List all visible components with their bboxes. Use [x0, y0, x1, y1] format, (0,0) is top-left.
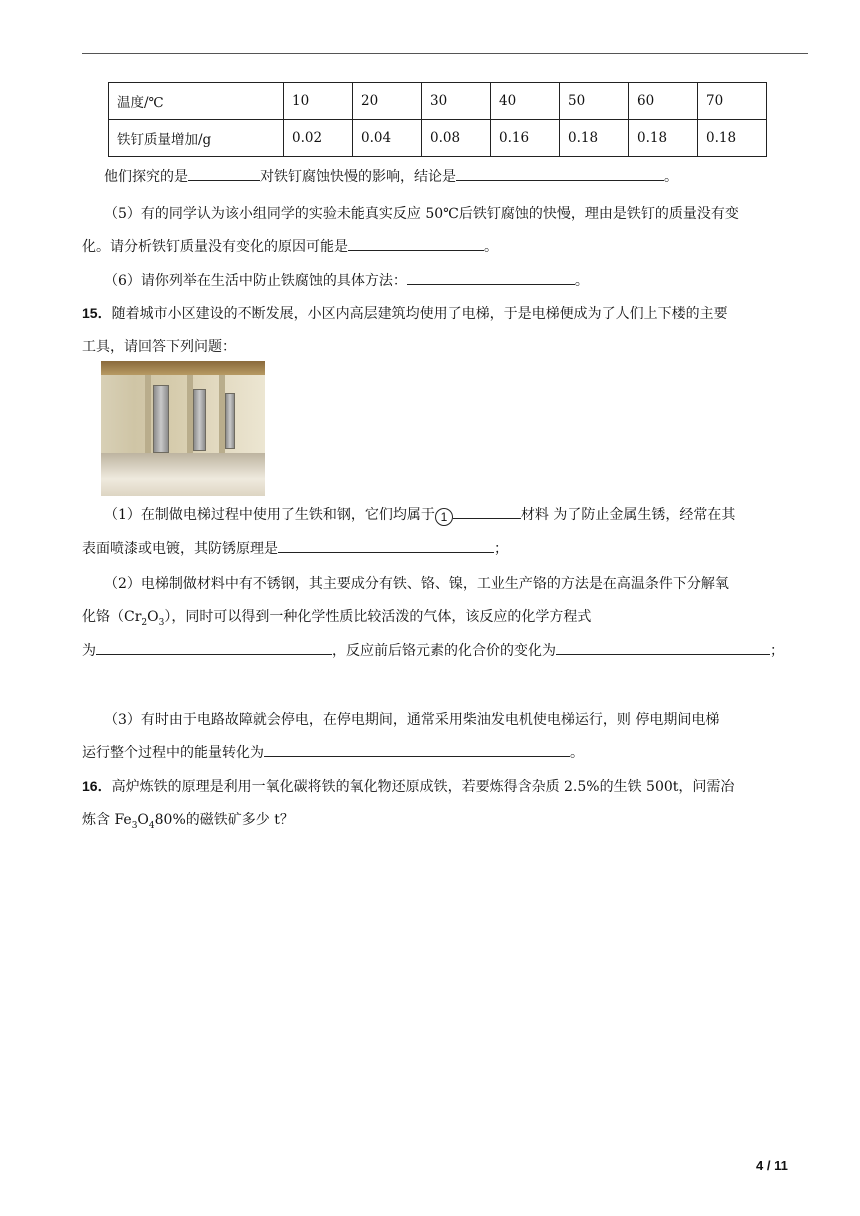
answer-blank[interactable] [278, 538, 494, 553]
text: O [137, 812, 149, 828]
table-row [109, 83, 767, 120]
text: 材料 为了防止金属生锈，经常在其 [520, 507, 736, 523]
table-cell: 0.16 [491, 120, 560, 157]
question-number: 15． [82, 305, 112, 321]
circled-number-one: 1 [435, 508, 453, 526]
text: 炼含 Fe [82, 812, 132, 828]
table-cell: 10 [284, 83, 353, 120]
page-number: 4 / 11 [756, 1158, 788, 1173]
text: 表面喷漆或电镀，其防锈原理是 [82, 541, 278, 557]
q15-part1-line1 [104, 504, 735, 526]
text: ），同时可以得到一种化学性质比较活泼的气体，该反应的化学方程式 [164, 609, 592, 625]
table-cell: 0.02 [284, 120, 353, 157]
question-number: 16． [82, 778, 112, 794]
text: 。 [570, 745, 584, 761]
subscript: 3 [131, 820, 138, 831]
q15-part2-line3 [82, 640, 784, 660]
text: 他们探究的是 [104, 169, 188, 185]
table-cell: 0.08 [422, 120, 491, 157]
q14-part5-line2 [82, 236, 498, 256]
q15-part1-line2 [82, 538, 508, 558]
answer-blank[interactable] [96, 640, 332, 655]
text: （6）请你列举在生活中防止铁腐蚀的具体方法： [104, 273, 407, 289]
text: 运行整个过程中的能量转化为 [82, 745, 264, 761]
table-cell: 50 [560, 83, 629, 120]
subscript: 4 [148, 820, 155, 831]
elevator-lobby-photo [101, 361, 265, 496]
answer-blank[interactable] [188, 166, 260, 181]
answer-blank[interactable] [453, 504, 521, 519]
q16-stem-line2 [82, 809, 294, 831]
table-cell: 0.04 [353, 120, 422, 157]
q14-part6-line [104, 270, 589, 290]
header-rule [82, 53, 808, 54]
q15-part3-line2 [82, 742, 584, 762]
text: 随着城市小区建设的不断发展，小区内高层建筑均使用了电梯，于是电梯便成为了人们上下楼的主要 [111, 306, 728, 322]
text: 。 [484, 239, 498, 255]
text: ，反应前后铬元素的化合价的变化为 [332, 643, 556, 659]
answer-blank[interactable] [264, 742, 570, 757]
q15-stem-line1 [82, 303, 728, 323]
q15-part3-line1: （3）有时由于电路故障就会停电，在停电期间，通常采用柴油发电机使电梯运行，则 停电期间电梯 [104, 712, 720, 728]
table-cell: 70 [698, 83, 767, 120]
table-cell: 0.18 [698, 120, 767, 157]
text: 。 [664, 169, 678, 185]
table-row [109, 120, 767, 157]
table-cell: 60 [629, 83, 698, 120]
q16-stem-line1 [82, 776, 734, 796]
text: 化铬（Cr [82, 609, 142, 625]
temperature-mass-table [108, 82, 767, 157]
text: 对铁钉腐蚀快慢的影响，结论是 [260, 169, 456, 185]
answer-blank[interactable] [348, 236, 484, 251]
text: 。 [574, 273, 589, 289]
text: ； [770, 643, 784, 659]
q15-stem-line2: 工具，请回答下列问题： [82, 339, 236, 355]
text: 80%的磁铁矿多少 t？ [154, 812, 294, 828]
q14-part5-line1: （5）有的同学认为该小组同学的实验未能真实反应 50℃后铁钉腐蚀的快慢，理由是铁钉的质量没有变 [104, 206, 739, 222]
table-cell: 30 [422, 83, 491, 120]
q15-part2-line2 [82, 606, 591, 628]
table-cell: 40 [491, 83, 560, 120]
text: 化。请分析铁钉质量没有变化的原因可能是 [82, 239, 348, 255]
subscript: 2 [141, 617, 148, 628]
q14-conclusion-line [104, 166, 678, 186]
table-cell: 温度/℃ [109, 83, 284, 120]
text: ； [494, 541, 508, 557]
q15-part2-line1: （2）电梯制做材料中有不锈钢，其主要成分有铁、铬、镍，工业生产铬的方法是在高温条件下分解氧 [104, 576, 729, 592]
table-cell: 铁钉质量增加/g [109, 120, 284, 157]
text: （1）在制做电梯过程中使用了生铁和钢，它们均属于 [104, 507, 435, 523]
answer-blank[interactable] [407, 270, 575, 285]
text: O [147, 609, 159, 625]
text: 为 [82, 643, 96, 659]
table-cell: 0.18 [629, 120, 698, 157]
text: 高炉炼铁的原理是利用一氧化碳将铁的氧化物还原成铁，若要炼得含杂质 2.5%的生铁 500t，问需冶 [111, 779, 735, 795]
table-cell: 0.18 [560, 120, 629, 157]
subscript: 3 [158, 617, 165, 628]
table-cell: 20 [353, 83, 422, 120]
answer-blank[interactable] [456, 166, 664, 181]
answer-blank[interactable] [556, 640, 770, 655]
